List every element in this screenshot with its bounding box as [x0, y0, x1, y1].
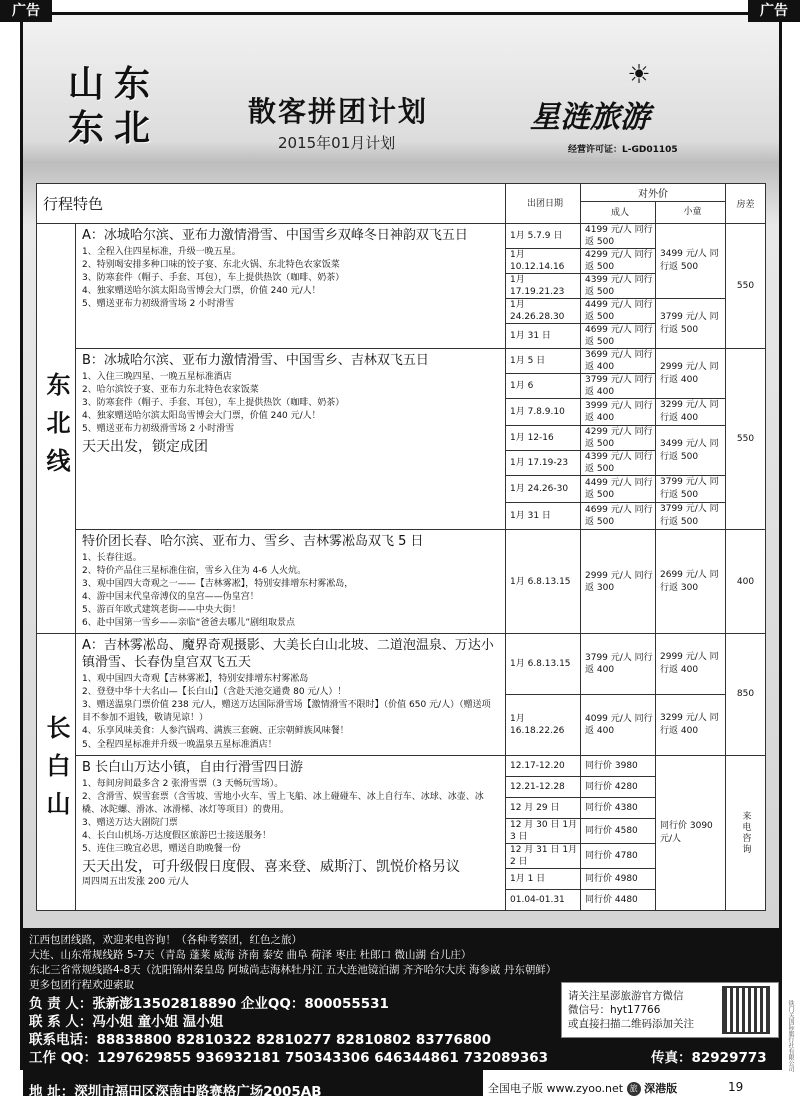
departure-date: 01.04-01.31 [506, 889, 581, 910]
adult-price: 3799 元/人 同行返 400 [581, 374, 656, 399]
departure-date: 1月 17.19-23 [506, 451, 581, 476]
itinerary-item: 4、乐享风味美食：人参汽锅鸡、满族三套碗、正宗朝鲜族风味餐！ [82, 726, 349, 737]
qr-code-icon[interactable] [722, 986, 770, 1034]
departure-date: 1月 7.8.9.10 [506, 399, 581, 426]
adult-price: 4099 元/人 同行返 400 [581, 694, 656, 755]
itinerary-feature [76, 530, 506, 634]
brand-logo [520, 60, 710, 160]
departure-date: 1月 5 日 [506, 349, 581, 374]
adult-price: 4299 元/人 同行返 500 [581, 426, 656, 451]
itinerary-item: 2、含滑雪、娱雪套票（含雪坡、雪地小火车、雪上飞船、冰上碰碰车、冰上自行车、冰球、冰壶、冰橇、冰陀螺、滑冰、冰滑梯、冰灯等项目）的费用。 [82, 791, 484, 815]
departure-date: 1月 6.8.13.15 [506, 634, 581, 695]
wechat-line1: 请关注星澎旅游官方微信 [568, 990, 684, 1002]
table-row [37, 349, 766, 374]
adult-price: 4699 元/人 同行返 500 [581, 503, 656, 530]
itinerary-highlight: 天天出发，锁定成团 [82, 439, 208, 456]
adult-price: 3999 元/人 同行返 400 [581, 399, 656, 426]
table-row [37, 634, 766, 695]
footer-manager: 负 责 人：张新澎13502818890 企业QQ：800055531 [29, 996, 389, 1012]
footer [23, 928, 779, 1070]
adult-price: 4499 元/人 同行返 500 [581, 476, 656, 503]
departure-date: 1月 31 日 [506, 503, 581, 530]
adult-price: 4199 元/人 同行返 500 [581, 224, 656, 249]
room-surcharge: 550 [726, 224, 766, 349]
edition-line [488, 1080, 677, 1096]
room-surcharge: 400 [726, 530, 766, 634]
itinerary-item: 3、防寒套件（帽子、手套、耳包），车上提供热饮（咖啡、奶茶） [82, 273, 345, 284]
itinerary-item: 1、入住三晚四星、一晚五星标准酒店 [82, 372, 232, 382]
child-price: 3499 元/人 同行返 500 [656, 224, 726, 299]
adult-price: 同行价 4580 [581, 818, 656, 843]
child-price: 3499 元/人 同行返 500 [656, 426, 726, 476]
child-price: 2699 元/人 同行返 300 [656, 530, 726, 634]
footer-fax: 传真：82929773 [651, 1050, 767, 1066]
adult-price: 4699 元/人 同行返 500 [581, 324, 656, 349]
footer-line1: 江西包团线路，欢迎来电咨询！（各种考察团，红色之旅） [29, 934, 302, 946]
departure-date: 1月 24.26.28.30 [506, 299, 581, 324]
child-price: 2999 元/人 同行返 400 [656, 349, 726, 399]
departure-date: 1月 6.8.13.15 [506, 530, 581, 634]
departure-date: 12 月 30 日 1月 3 日 [506, 818, 581, 843]
footer-line4: 更多包团行程欢迎索取 [29, 979, 134, 991]
itinerary-item: 4、游中国末代皇帝溥仪的皇宫——伪皇宫！ [82, 592, 259, 603]
itinerary-item: 5、全程四星标准并升级一晚温泉五星标准酒店！ [82, 739, 277, 750]
edition-text: 全国电子版 www.zyoo.net [488, 1082, 624, 1095]
adult-price: 2999 元/人 同行返 300 [581, 530, 656, 634]
itinerary-item: 4、独家赠送哈尔滨太阳岛雪博会大门票，价值 240 元/人！ [82, 286, 321, 297]
license-number: 经营许可证：L-GD01105 [568, 145, 678, 155]
child-price: 3299 元/人 同行返 400 [656, 399, 726, 426]
itinerary-item: 1、每间房间最多含 2 张滑雪票（3 天畅玩雪场）。 [82, 778, 284, 789]
adult-price: 同行价 4280 [581, 776, 656, 797]
wechat-box [561, 982, 779, 1038]
itinerary-item: 6、赴中国第一雪乡——亲临“爸爸去哪儿”剧组取景点 [82, 618, 296, 629]
region-title [68, 62, 160, 150]
footer-line3: 东北三省常规线路4-8天（沈阳锦州秦皇岛 阿城尚志海林牡丹江 五大连池镜泊湖 齐齐哈尔大庆 海参崴 丹东朝鲜） [29, 964, 557, 976]
adult-price: 3699 元/人 同行返 400 [581, 349, 656, 374]
region-label: 东北线 [37, 224, 76, 634]
departure-date: 1月 31 日 [506, 324, 581, 349]
adult-price: 同行价 4780 [581, 843, 656, 868]
itinerary-item: 5、赠送亚布力初级滑雪场 2 小时滑雪 [82, 299, 235, 310]
edition-region: 深港版 [644, 1082, 678, 1095]
footer-qq: 工作 QQ：1297629855 936932181 750343306 646344861 732089363 [29, 1050, 549, 1066]
itinerary-title: A：冰城哈尔滨、亚布力激情滑雪、中国雪乡双峰冬日神韵双飞五日 [82, 228, 468, 243]
page-subtitle: 2015年01月计划 [278, 134, 396, 152]
wechat-line3: 或直接扫描二维码添加关注 [568, 1018, 694, 1030]
departure-date: 12.21-12.28 [506, 776, 581, 797]
header-feature: 行程特色 [37, 184, 506, 224]
itinerary-item: 3、防寒套件（帽子、手套、耳包），车上提供热饮（咖啡、奶茶） [82, 398, 345, 409]
itinerary-item: 5、游百年欧式建筑老街——中央大街！ [82, 605, 241, 616]
itinerary-title: A：吉林雾凇岛、魔界奇观摄影、大美长白山北坡、二道泡温泉、万达小镇滑雪、长春伪皇宫双飞五天 [82, 638, 494, 671]
adult-price: 同行价 4980 [581, 868, 656, 889]
footer-line2: 大连、山东常规线路 5-7天（青岛 蓬莱 威海 济南 泰安 曲阜 荷泽 枣庄 杜郎口 微山湖 台儿庄） [29, 949, 472, 961]
edition-circle-icon: 旅 [627, 1082, 641, 1096]
child-price: 3799 元/人 同行返 500 [656, 503, 726, 530]
itinerary-item: 5、连住三晚宜必思，赠送自助晚餐一份 [82, 843, 241, 854]
page-number: 19 [728, 1080, 744, 1094]
itinerary-item: 2、特别喝安排多种口味的饺子宴、东北火锅、东北特色农家饭菜 [82, 260, 340, 271]
table-row [37, 224, 766, 249]
departure-date: 1月 6 [506, 374, 581, 399]
adult-price: 同行价 3980 [581, 755, 656, 776]
logo-brand: 星涟旅游 [530, 100, 650, 135]
departure-date: 1月 5.7.9 日 [506, 224, 581, 249]
region-label: 长白山 [37, 634, 76, 910]
departure-date: 1月 17.19.21.23 [506, 274, 581, 299]
departure-date: 1月 24.26-30 [506, 476, 581, 503]
adult-price: 4399 元/人 同行返 500 [581, 451, 656, 476]
header-child: 小童 [656, 202, 726, 224]
adult-price: 4299 元/人 同行返 500 [581, 249, 656, 274]
itinerary-item: 2、特价产品住三星标准住宿，雪乡入住为 4-6 人火炕。 [82, 566, 307, 577]
itinerary-item: 3、赠送万达大剧院门票 [82, 817, 178, 828]
itinerary-feature [76, 755, 506, 910]
sun-icon: ☀ [627, 60, 653, 90]
table-row [37, 530, 766, 634]
itinerary-item: 4、长白山机场-万达度假区旅游巴士接送服务！ [82, 830, 271, 841]
page-title: 散客拼团计划 [248, 95, 429, 128]
itinerary-item: 5、赠送亚布力初级滑雪场 2 小时滑雪 [82, 424, 235, 435]
departure-date: 1月 16.18.22.26 [506, 694, 581, 755]
footer-phone: 联系电话：88838800 82810322 82810277 82810802 83776800 [29, 1032, 492, 1048]
departure-date: 1月 10.12.14.16 [506, 249, 581, 274]
departure-date: 12 月 31 日 1月 2 日 [506, 843, 581, 868]
child-price: 同行价 3090 元/人 [656, 755, 726, 910]
wechat-text [568, 989, 694, 1031]
ad-tag-right: 广告 [748, 0, 800, 22]
wechat-line2: 微信号：hyt17766 [568, 1004, 661, 1016]
child-price: 3299 元/人 同行返 400 [656, 694, 726, 755]
ad-tag-left: 广告 [0, 0, 52, 22]
itinerary-title: 特价团长春、哈尔滨、亚布力、雪乡、吉林雾凇岛双飞 5 日 [82, 534, 424, 549]
itinerary-highlight: 天天出发，可升级假日度假、喜来登、威斯汀、凯悦价格另议 [82, 858, 460, 875]
itinerary-title: B：冰城哈尔滨、亚布力激情滑雪、中国雪乡、吉林双飞五日 [82, 353, 429, 368]
itinerary-feature [76, 634, 506, 755]
adult-price: 3799 元/人 同行返 400 [581, 634, 656, 695]
itinerary-item: 4、独家赠送哈尔滨太阳岛雪博会大门票，价值 240 元/人！ [82, 411, 321, 422]
footer-address: 地 址：深圳市福田区深南中路赛格广场2005AB [29, 1084, 322, 1100]
header-date: 出团日期 [506, 184, 581, 224]
itinerary-item: 1、长春往返。 [82, 553, 142, 563]
itinerary-extra: 周四周五出发涨 200 元/人 [82, 876, 189, 887]
itinerary-item: 3、赠送温泉门票价值 238 元/人，赠送万达国际滑雪场【激情滑雪不限时】（价值 650 元/人）（赠送项目不参加不退钱，敬请见谅！） [82, 700, 491, 724]
departure-date: 1月 12-16 [506, 426, 581, 451]
itinerary-item: 1、全程入住四星标准，升级一晚五星。 [82, 247, 241, 257]
tour-table [36, 183, 766, 911]
itinerary-item: 1、观中国四大奇观【吉林雾凇】，特别安排增东村雾凇岛 [82, 674, 309, 685]
departure-date: 12 月 29 日 [506, 797, 581, 818]
side-note: 铁门关国际旅行社有限公司 [787, 1000, 794, 1072]
itinerary-feature [76, 224, 506, 349]
child-price: 2999 元/人 同行返 400 [656, 634, 726, 695]
header-adult: 成人 [581, 202, 656, 224]
region-line2: 东北 [68, 107, 161, 149]
adult-price: 4399 元/人 同行返 500 [581, 274, 656, 299]
header-room: 房差 [726, 184, 766, 224]
footer-contact: 联 系 人：冯小姐 童小姐 温小姐 [29, 1014, 224, 1030]
header-price: 对外价 [581, 184, 726, 202]
child-price: 3799 元/人 同行返 500 [656, 476, 726, 503]
itinerary-item: 2、登登中华十大名山—【长白山】（含赴天池交通费 80 元/人）！ [82, 687, 347, 698]
itinerary-title: B 长白山万达小镇，自由行滑雪四日游 [82, 759, 304, 775]
departure-date: 1月 1 日 [506, 868, 581, 889]
itinerary-item: 2、哈尔滨饺子宴、亚布力东北特色农家饭菜 [82, 385, 259, 396]
room-surcharge: 850 [726, 634, 766, 755]
departure-date: 12.17-12.20 [506, 755, 581, 776]
adult-price: 4499 元/人 同行返 500 [581, 299, 656, 324]
child-price: 3799 元/人 同行返 500 [656, 299, 726, 349]
room-surcharge: 来电咨询 [726, 755, 766, 910]
itinerary-feature [76, 349, 506, 530]
adult-price: 同行价 4380 [581, 797, 656, 818]
region-line1: 山东 [68, 63, 161, 105]
table-row [37, 755, 766, 776]
itinerary-item: 3、观中国四大奇观之一——【吉林雾凇】，特别安排增东村雾凇岛， [82, 579, 354, 590]
adult-price: 同行价 4480 [581, 889, 656, 910]
room-surcharge: 550 [726, 349, 766, 530]
